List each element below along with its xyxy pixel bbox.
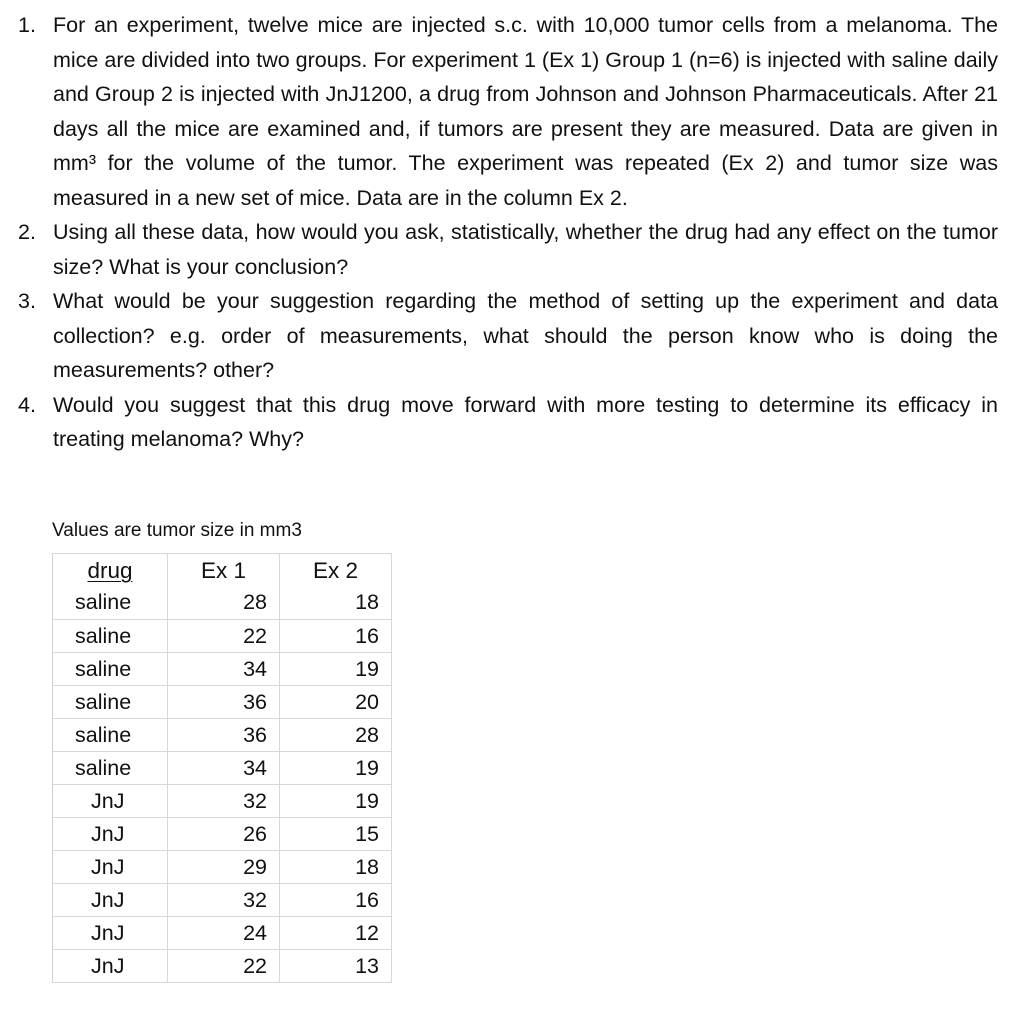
table-row: [53, 818, 392, 851]
ex1-cell: 36: [168, 686, 280, 719]
table-row: [53, 917, 392, 950]
table-row: [53, 851, 392, 884]
ex1-cell: 36: [168, 719, 280, 752]
table-row: [53, 620, 392, 653]
ex1-cell: 24: [168, 917, 280, 950]
ex2-cell: 18: [280, 851, 392, 884]
header-drug: drug: [53, 554, 168, 587]
table-caption: Values are tumor size in mm3: [52, 520, 302, 541]
table-row: [53, 950, 392, 983]
drug-cell: JnJ: [53, 950, 168, 983]
drug-cell: JnJ: [53, 917, 168, 950]
table-row: [53, 884, 392, 917]
table-header-row: [53, 554, 392, 587]
question-item: [18, 8, 998, 215]
ex1-cell: 26: [168, 818, 280, 851]
ex1-cell: 34: [168, 653, 280, 686]
header-ex2: Ex 2: [280, 554, 392, 587]
drug-cell: saline: [53, 752, 168, 785]
table-row: [53, 752, 392, 785]
tumor-size-table: [52, 553, 392, 983]
ex1-cell: 29: [168, 851, 280, 884]
question-list: [18, 8, 998, 457]
ex1-cell: 32: [168, 785, 280, 818]
table-body: [53, 587, 392, 983]
drug-cell: JnJ: [53, 818, 168, 851]
ex1-cell: 28: [168, 587, 280, 620]
ex2-cell: 19: [280, 653, 392, 686]
drug-cell: JnJ: [53, 785, 168, 818]
ex2-cell: 15: [280, 818, 392, 851]
ex1-cell: 22: [168, 620, 280, 653]
question-number: 4.: [18, 392, 36, 417]
drug-cell: saline: [53, 653, 168, 686]
question-number: 3.: [18, 289, 36, 313]
ex2-cell: 18: [280, 587, 392, 620]
question-text: Would you suggest that this drug move forward with more testing to determine its efficacy in treating melanoma? Why?: [53, 392, 998, 451]
drug-cell: saline: [53, 686, 168, 719]
question-number: 2.: [18, 220, 36, 244]
question-item: [18, 284, 998, 388]
drug-cell: saline: [53, 719, 168, 752]
ex2-cell: 12: [280, 917, 392, 950]
question-text: For an experiment, twelve mice are injected s.c. with 10,000 tumor cells from a melanoma. The mice are divided into two groups. For experiment 1 (Ex 1) Group 1 (n=6) is injected with saline daily and Group 2 is injected with JnJ1200, a drug from Johnson and Johnson Pharmaceuticals. After 21 days all the mice are examined and, if tumors are present they are measured. Data are given in mm³ for the volume of the tumor. The experiment was repeated (Ex 2) and tumor size was measured in a new set of mice. Data are in the column Ex 2.: [53, 13, 998, 210]
table-row: [53, 719, 392, 752]
ex2-cell: 13: [280, 950, 392, 983]
question-text: Using all these data, how would you ask, statistically, whether the drug had any effect on the tumor size? What is your conclusion?: [53, 220, 998, 279]
table-row: [53, 587, 392, 620]
drug-cell: JnJ: [53, 851, 168, 884]
ex2-cell: 20: [280, 686, 392, 719]
ex1-cell: 34: [168, 752, 280, 785]
ex1-cell: 32: [168, 884, 280, 917]
drug-cell: saline: [53, 587, 168, 620]
ex2-cell: 28: [280, 719, 392, 752]
question-text: What would be your suggestion regarding the method of setting up the experiment and data collection? e.g. order of measurements, what should the person know who is doing the measurements? other?: [53, 289, 998, 382]
ex2-cell: 16: [280, 620, 392, 653]
table-row: [53, 686, 392, 719]
ex2-cell: 16: [280, 884, 392, 917]
ex2-cell: 19: [280, 785, 392, 818]
question-item: [18, 388, 998, 457]
table-row: [53, 785, 392, 818]
ex1-cell: 22: [168, 950, 280, 983]
drug-cell: saline: [53, 620, 168, 653]
question-number: 1.: [18, 13, 36, 37]
drug-cell: JnJ: [53, 884, 168, 917]
table-row: [53, 653, 392, 686]
ex2-cell: 19: [280, 752, 392, 785]
question-item: [18, 215, 998, 284]
header-ex1: Ex 1: [168, 554, 280, 587]
